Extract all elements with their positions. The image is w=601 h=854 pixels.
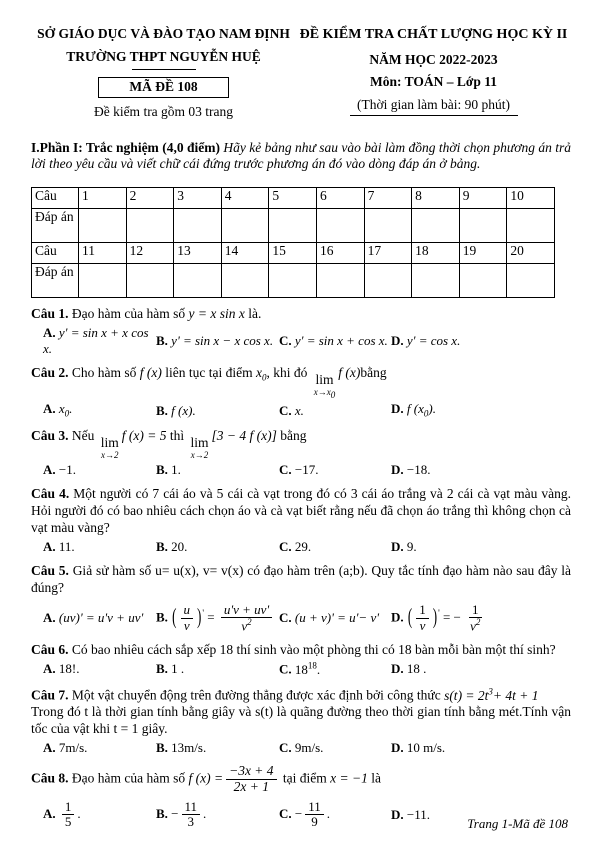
option-text: 18 .	[406, 661, 427, 677]
answer-cell	[316, 208, 364, 242]
question-number-cell: 17	[364, 242, 412, 263]
question-number: Câu 3.	[31, 428, 69, 444]
duration-line: (Thời gian làm bài: 90 phút)	[357, 97, 510, 113]
limit-notation	[101, 436, 119, 460]
question-number-cell: 12	[126, 242, 174, 263]
question-text: Có bao nhiêu cách sắp xếp 18 thí sinh vào một phòng thi có 18 bàn mỗi bàn một thí sinh?	[71, 641, 556, 657]
option-text: −11.	[406, 806, 430, 822]
option-text: y' = cos x.	[406, 332, 461, 348]
option-d	[391, 740, 571, 756]
header	[31, 26, 571, 127]
option-text: 1 .	[171, 661, 185, 677]
fraction	[305, 800, 324, 830]
question-8-stem	[31, 764, 571, 795]
page-footer: Trang 1-Mã đề 108	[467, 815, 568, 831]
option-d	[391, 603, 571, 634]
option-text: y' = sin x − x cos x.	[171, 332, 274, 348]
question-1-stem	[31, 306, 571, 323]
question-number-cell: 10	[507, 187, 555, 208]
formula: [3 − 4 f (x)]	[211, 428, 277, 444]
row-label: Câu	[32, 242, 79, 263]
option-text: 18!.	[58, 661, 80, 677]
option-label: C.	[279, 805, 292, 821]
question-2	[31, 365, 571, 420]
question-3	[31, 428, 571, 478]
answer-cell	[79, 208, 127, 242]
question-1-options	[43, 325, 571, 358]
subject-line: Môn: TOÁN – Lớp 11	[369, 74, 497, 90]
section-1-heading: I.Phần I: Trắc nghiệm (4,0 điểm)	[31, 139, 220, 155]
formula-tail: + 4t + 1	[492, 687, 539, 703]
option-label: D.	[391, 740, 404, 756]
question-number-cell: 19	[459, 242, 507, 263]
option-b	[156, 539, 279, 555]
fraction-denominator: v	[419, 617, 426, 633]
option-label: A.	[43, 324, 56, 340]
question-number-cell: 18	[412, 242, 460, 263]
fraction-denominator	[238, 618, 254, 634]
question-3-stem	[31, 428, 571, 460]
option-text: −17.	[294, 461, 319, 477]
question-3-options	[43, 462, 571, 478]
formula-subscript: 0	[262, 372, 267, 383]
option-c	[279, 610, 391, 626]
question-7-stem	[31, 686, 571, 704]
option-c	[279, 539, 391, 555]
pages-note: Đề kiểm tra gồm 03 trang	[93, 103, 234, 119]
option-text: 29.	[294, 538, 312, 554]
equals: =	[207, 609, 215, 625]
option-label: A.	[43, 661, 56, 677]
row-label: Đáp án	[32, 208, 79, 242]
formula: f (x)	[338, 365, 361, 381]
option-a	[43, 462, 156, 478]
question-text: bằng	[360, 365, 387, 381]
fraction	[182, 800, 201, 830]
option-label: C.	[279, 461, 292, 477]
question-text: , khi đó	[266, 365, 308, 381]
answer-cell	[221, 208, 269, 242]
question-text: là	[371, 770, 382, 786]
question-text: tại điểm	[282, 770, 327, 786]
option-a	[43, 800, 156, 830]
option-label: A.	[43, 538, 56, 554]
fraction-denominator: 9	[311, 814, 318, 830]
row-label: Câu	[32, 187, 79, 208]
fraction-numerator: −3x + 4	[226, 764, 276, 780]
option-label: B.	[156, 805, 168, 821]
minus-sign: −	[294, 805, 303, 821]
option-c	[279, 333, 391, 349]
option-a	[43, 740, 156, 756]
question-number: Câu 2.	[31, 365, 69, 381]
option-label: D.	[391, 461, 404, 477]
option-text	[406, 401, 436, 420]
option-text: (u + v)' = u'− v'	[294, 609, 379, 625]
option-label: A.	[43, 461, 56, 477]
limit-notation	[191, 436, 209, 460]
question-4-stem	[31, 486, 571, 537]
option-tail: .	[203, 805, 207, 821]
fraction-denominator: 3	[187, 814, 195, 830]
option-a	[43, 539, 156, 555]
option-b	[156, 462, 279, 478]
option-label: C.	[279, 332, 292, 348]
option-d	[391, 661, 571, 677]
question-number-cell: 8	[412, 187, 460, 208]
option-base: 18	[294, 661, 308, 677]
question-numbers-row-1	[32, 187, 555, 208]
answer-cell	[126, 263, 174, 297]
fraction	[467, 603, 483, 634]
option-label: B.	[156, 740, 168, 756]
option-text	[58, 401, 73, 420]
option-tail: .	[77, 805, 81, 821]
question-text: Một vật chuyển động trên đường thẳng được xác định bởi công thức	[71, 687, 441, 703]
fraction	[226, 764, 276, 795]
option-tail: ).	[428, 401, 436, 417]
question-number: Câu 6.	[31, 641, 69, 657]
formula-base: s(t) = 2t	[444, 687, 489, 703]
formula: x = −1	[330, 770, 368, 786]
option-text: x.	[294, 402, 304, 418]
school-year: NĂM HỌC 2022-2023	[369, 51, 498, 67]
answer-cell	[269, 208, 317, 242]
fraction-numerator: 1	[416, 603, 429, 618]
question-5	[31, 563, 571, 634]
school-underline	[132, 69, 196, 70]
option-b	[156, 661, 279, 677]
fraction-denominator: 2x + 1	[233, 779, 269, 795]
big-paren-open: (	[172, 603, 177, 629]
option-b	[156, 740, 279, 756]
question-1	[31, 306, 571, 357]
question-number-cell: 11	[79, 242, 127, 263]
question-number: Câu 5.	[31, 562, 69, 578]
option-text: 1.	[171, 461, 181, 477]
option-label: D.	[391, 661, 404, 677]
option-c	[279, 660, 391, 678]
formula: f (x)	[139, 365, 162, 381]
question-numbers-row-2	[32, 242, 555, 263]
question-number-cell: 6	[316, 187, 364, 208]
formula	[444, 688, 538, 703]
section-1-instructions: Hãy kẻ bảng như sau vào bài làm đồng thời chọn phương án trả lời theo yêu cầu và viết chữ cái đứng trước phương án đó vào dòng đáp án ở bảng.	[31, 139, 572, 172]
big-paren-open: (	[407, 603, 413, 629]
option-label: C.	[279, 402, 292, 418]
question-6	[31, 642, 571, 678]
option-base: f (x	[406, 401, 424, 417]
answer-cell	[126, 208, 174, 242]
option-tail: .	[69, 401, 73, 417]
fraction-numerator: 1	[469, 603, 482, 618]
option-text: y' = sin x + cos x.	[294, 332, 388, 348]
question-number-cell: 13	[174, 242, 222, 263]
option-text: 20.	[171, 538, 188, 554]
option-d	[391, 539, 571, 555]
option-a	[43, 661, 156, 677]
option-label: A.	[43, 609, 56, 625]
question-7-options	[43, 740, 571, 756]
option-label: C.	[279, 538, 292, 554]
answer-cell	[507, 263, 555, 297]
option-label: A.	[43, 805, 56, 821]
question-number-cell: 3	[174, 187, 222, 208]
fraction-numerator: u	[181, 603, 194, 618]
question-text: Cho hàm số	[71, 365, 137, 381]
lim-word: lim	[315, 372, 334, 388]
question-number-cell: 1	[79, 187, 127, 208]
lim-subscript: x→2	[190, 449, 209, 460]
option-b	[156, 800, 279, 830]
option-b	[156, 403, 279, 419]
lim-word: lim	[190, 435, 209, 451]
question-number: Câu 4.	[31, 486, 70, 502]
question-text: Giả sử hàm số u= u(x), v= v(x) có đạo hàm trên (a;b). Quy tắc tính đạo hàm nào sau đây là đúng?	[31, 562, 571, 595]
option-text: 7m/s.	[58, 740, 88, 756]
department-name: SỞ GIÁO DỤC VÀ ĐÀO TẠO NAM ĐỊNH	[37, 26, 290, 41]
answer-cell	[174, 208, 222, 242]
option-label: D.	[391, 538, 404, 554]
duration-underline	[350, 115, 518, 116]
option-label: A.	[43, 740, 56, 756]
lim-subscript	[314, 388, 336, 400]
question-number-cell: 14	[221, 242, 269, 263]
formula: f (x) =	[188, 770, 224, 786]
answer-row-2	[32, 263, 555, 297]
lim-word: lim	[100, 435, 119, 451]
option-label: C.	[279, 661, 292, 677]
minus-sign: −	[171, 805, 179, 821]
big-paren-close: )	[197, 603, 202, 629]
fraction	[62, 800, 75, 830]
option-subscript: 0	[423, 409, 429, 420]
limit-notation	[314, 373, 336, 399]
header-left	[31, 26, 296, 127]
fraction	[221, 603, 272, 634]
answer-cell	[79, 263, 127, 297]
answer-cell	[459, 263, 507, 297]
option-b	[156, 333, 279, 349]
answer-cell	[412, 263, 460, 297]
question-6-stem	[31, 642, 571, 659]
option-label: D.	[391, 332, 404, 348]
formula: f (x) = 5	[121, 428, 167, 444]
answer-row-1	[32, 208, 555, 242]
option-b	[156, 603, 279, 634]
option-exponent: 18	[307, 660, 317, 671]
fraction-denominator: 5	[64, 814, 72, 830]
option-text: 11.	[58, 538, 75, 554]
question-number-cell: 5	[269, 187, 317, 208]
fraction-numerator: 11	[305, 800, 324, 815]
option-c	[279, 740, 391, 756]
answer-cell	[507, 208, 555, 242]
option-c	[279, 403, 391, 419]
question-text: Đạo hàm của hàm số	[71, 770, 186, 786]
lim-sub-subscript: 0	[330, 389, 336, 400]
exam-code-box-wrap	[31, 77, 296, 104]
answer-cell	[174, 263, 222, 297]
lim-sub-text: x→x	[313, 386, 331, 397]
lim-subscript: x→2	[101, 449, 119, 460]
option-a	[43, 401, 156, 420]
answer-cell	[459, 208, 507, 242]
option-text: f (x).	[171, 402, 196, 418]
option-label: D.	[391, 609, 404, 625]
question-4	[31, 486, 571, 555]
option-text: 9.	[406, 538, 417, 554]
question-text: Một người có 7 cái áo và 5 cái cà vạt trong đó có 3 cái áo trắng và 2 cái cà vạt màu vàng. Hỏi người đó có bao nhiêu cách chọn áo và cà vạt biết rằng nếu đã chọn áo trắng thì không chọn cà vạt màu vàng?	[31, 486, 572, 535]
option-text: 9m/s.	[294, 740, 324, 756]
answer-cell	[269, 263, 317, 297]
question-number-cell: 20	[507, 242, 555, 263]
question-text: liên tục tại điểm	[165, 365, 253, 381]
den-base: v	[241, 618, 248, 634]
fraction-denominator: v	[183, 617, 190, 633]
option-base: x	[58, 401, 65, 417]
question-5-options	[43, 603, 571, 634]
option-label: D.	[391, 401, 404, 417]
option-tail: .	[326, 805, 331, 821]
option-text: 10 m/s.	[406, 740, 446, 756]
option-label: C.	[279, 740, 292, 756]
fraction-numerator: 1	[62, 800, 75, 815]
option-a	[43, 325, 156, 358]
formula: y = x sin x	[188, 305, 245, 321]
question-text: là.	[248, 305, 262, 321]
option-text	[295, 662, 320, 677]
option-subscript: 0	[64, 409, 70, 420]
option-tail: .	[316, 661, 321, 677]
question-7-stem-line-2: Trong đó t là thời gian tính bằng giây và s(t) là quãng đường theo thời gian tính bằng mét.Tính vận tốc của vật khi t = 1 giây.	[31, 704, 571, 737]
answer-cell	[364, 263, 412, 297]
option-text: −1.	[58, 461, 76, 477]
option-text: 13m/s.	[171, 740, 207, 756]
option-a	[43, 610, 156, 626]
section-1-intro	[31, 140, 571, 174]
question-number-cell: 7	[364, 187, 412, 208]
question-number-cell: 9	[459, 187, 507, 208]
option-label: C.	[279, 609, 292, 625]
option-d	[391, 462, 571, 478]
question-number-cell: 4	[221, 187, 269, 208]
option-label: D.	[391, 806, 404, 822]
option-c	[279, 800, 391, 830]
answer-cell	[316, 263, 364, 297]
formula-exponent: 3	[488, 686, 493, 697]
option-label: B.	[156, 538, 168, 554]
question-text: thì	[169, 428, 185, 444]
big-paren-close: )	[432, 603, 438, 629]
option-d	[391, 333, 571, 349]
option-d	[391, 401, 571, 420]
den-base: v	[470, 618, 476, 634]
prime-mark: '	[438, 607, 440, 618]
option-text: (uv)' = u'v + uv'	[58, 609, 144, 625]
row-label: Đáp án	[32, 263, 79, 297]
question-number: Câu 1.	[31, 305, 69, 321]
question-text: Nếu	[71, 428, 95, 444]
option-text: −18.	[406, 461, 431, 477]
equals: = −	[442, 609, 461, 625]
question-2-stem	[31, 365, 571, 399]
question-number-cell: 15	[269, 242, 317, 263]
option-label: B.	[156, 661, 168, 677]
formula-base: x	[256, 365, 262, 381]
question-number: Câu 7.	[31, 687, 69, 703]
fraction-numerator: u'v + uv'	[221, 603, 272, 618]
answer-cell	[412, 208, 460, 242]
option-text: y' = sin x + x cos x.	[43, 324, 149, 356]
den-exponent: 2	[475, 616, 481, 627]
question-number-cell: 16	[316, 242, 364, 263]
question-text: bằng	[280, 428, 307, 444]
question-number: Câu 8.	[31, 770, 69, 786]
question-7	[31, 686, 571, 756]
answer-table	[31, 187, 555, 298]
fraction	[416, 603, 429, 633]
question-number-cell: 2	[126, 187, 174, 208]
exam-title: ĐỀ KIỂM TRA CHẤT LƯỢNG HỌC KỲ II	[299, 27, 568, 42]
question-text: Đạo hàm của hàm số	[71, 305, 186, 321]
fraction	[181, 603, 194, 633]
option-label: B.	[156, 332, 168, 348]
answer-cell	[364, 208, 412, 242]
option-label: B.	[156, 402, 168, 418]
question-2-options	[43, 401, 571, 420]
den-exponent: 2	[247, 616, 252, 627]
question-6-options	[43, 660, 571, 678]
answer-cell	[221, 263, 269, 297]
option-label: A.	[43, 401, 56, 417]
header-right	[296, 26, 571, 127]
question-5-stem	[31, 563, 571, 597]
prime-mark: '	[202, 607, 204, 618]
option-label: B.	[156, 461, 168, 477]
option-c	[279, 462, 391, 478]
option-label: B.	[156, 609, 168, 625]
school-name: TRƯỜNG THPT NGUYỄN HUỆ	[66, 48, 261, 64]
exam-code-box: MÃ ĐỀ 108	[98, 77, 228, 98]
formula	[256, 365, 267, 383]
fraction-denominator	[467, 618, 483, 634]
question-4-options	[43, 539, 571, 555]
fraction-numerator: 11	[182, 800, 201, 815]
